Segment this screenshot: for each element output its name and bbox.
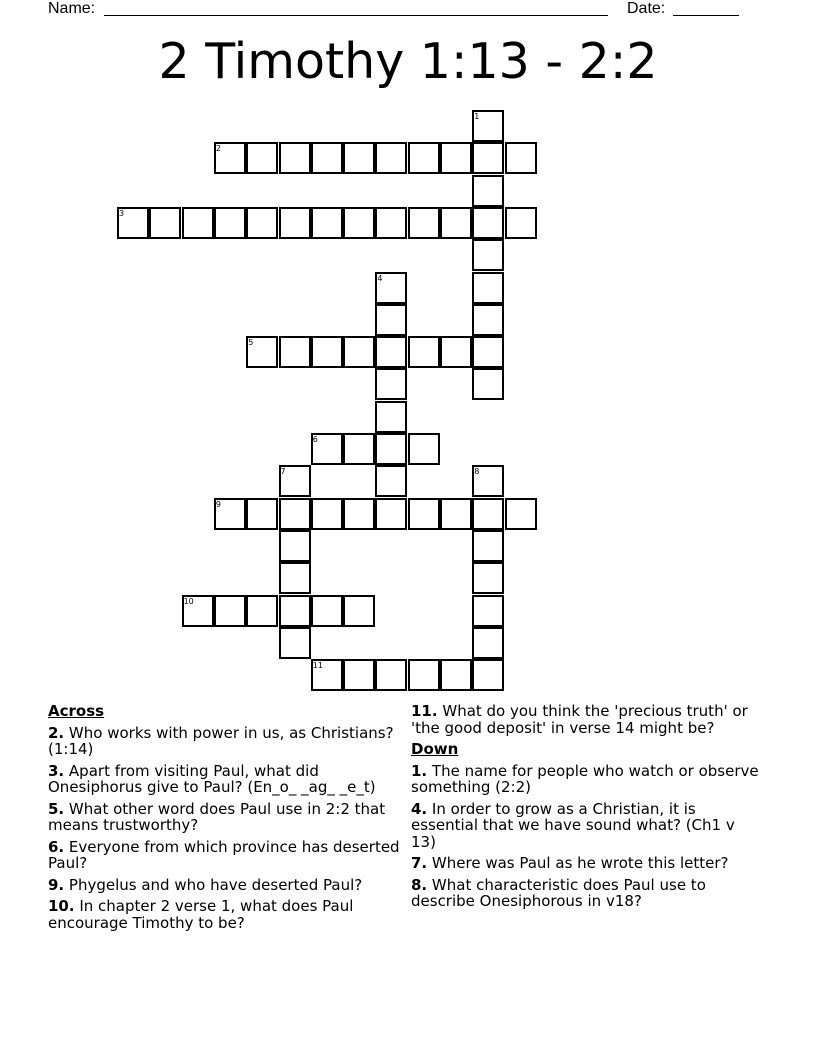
grid-cell[interactable] [472, 562, 504, 594]
grid-cell[interactable] [505, 498, 537, 530]
across-clue [48, 898, 404, 931]
grid-cell[interactable] [408, 142, 440, 174]
clue-text: Everyone from which province has deserted Paul? [48, 837, 400, 872]
grid-cell[interactable] [472, 110, 504, 142]
grid-cell[interactable] [279, 627, 311, 659]
across-clue [48, 801, 404, 834]
clue-text: The name for people who watch or observe something (2:2) [411, 761, 759, 796]
grid-cell[interactable] [375, 207, 407, 239]
grid-cell[interactable] [246, 595, 278, 627]
clue-number-label: 7 [280, 467, 286, 477]
grid-cell[interactable] [311, 142, 343, 174]
grid-cell[interactable] [343, 595, 375, 627]
grid-cell[interactable] [408, 659, 440, 691]
grid-cell[interactable] [408, 336, 440, 368]
clue-number-label: 1 [474, 112, 480, 121]
grid-cell[interactable] [472, 304, 504, 336]
grid-cell[interactable] [279, 595, 311, 627]
clue-text: What do you think the 'precious truth' or 'the good deposit' in verse 14 might be? [411, 702, 748, 737]
down-clue [411, 877, 763, 910]
clue-number-label: 3 [119, 208, 125, 218]
grid-cell[interactable] [343, 336, 375, 368]
across-clue [48, 877, 404, 894]
clue-number: 2. [48, 723, 65, 742]
grid-cell[interactable] [311, 433, 343, 465]
clue-number: 1. [411, 761, 428, 780]
grid-cell[interactable] [440, 207, 472, 239]
grid-cell[interactable] [311, 659, 343, 691]
grid-cell[interactable] [214, 207, 246, 239]
clue-text: Where was Paul as he wrote this letter? [431, 854, 729, 872]
name-label: Name: [48, 0, 96, 17]
grid-cell[interactable] [408, 207, 440, 239]
grid-cell[interactable] [311, 595, 343, 627]
grid-cell[interactable] [246, 336, 278, 368]
grid-cell[interactable] [375, 659, 407, 691]
grid-cell[interactable] [505, 142, 537, 174]
grid-cell[interactable] [343, 142, 375, 174]
grid-cell[interactable] [472, 595, 504, 627]
grid-cell[interactable] [440, 142, 472, 174]
grid-cell[interactable] [279, 336, 311, 368]
grid-cell[interactable] [182, 207, 214, 239]
clue-number: 10. [48, 897, 75, 915]
page-title: 2 Timothy 1:13 - 2:2 [158, 33, 658, 90]
grid-cell[interactable] [343, 433, 375, 465]
clue-number: 4. [411, 799, 428, 818]
down-heading: Down [411, 740, 459, 758]
clue-number: 6. [48, 837, 65, 856]
clue-number: 5. [48, 799, 65, 818]
clue-number-label: 4 [377, 273, 383, 283]
clue-number-label: 8 [474, 467, 480, 477]
grid-cell[interactable] [472, 498, 504, 530]
clue-text: In chapter 2 verse 1, what does Paul encourage Timothy to be? [48, 897, 354, 932]
grid-cell[interactable] [375, 465, 407, 497]
grid-cell[interactable] [279, 562, 311, 594]
grid-cell[interactable] [246, 498, 278, 530]
grid-cell[interactable] [343, 498, 375, 530]
grid-cell[interactable] [472, 530, 504, 562]
down-clue [411, 763, 763, 796]
grid-cell[interactable] [472, 659, 504, 691]
clue-number-label: 9 [215, 499, 221, 509]
grid-cell[interactable] [375, 401, 407, 433]
grid-cell[interactable] [375, 336, 407, 368]
grid-cell[interactable] [279, 207, 311, 239]
grid-cell[interactable] [279, 498, 311, 530]
clue-text: Phygelus and who have deserted Paul? [68, 875, 363, 894]
grid-cell[interactable] [182, 595, 214, 627]
grid-cell[interactable] [408, 433, 440, 465]
clues-right-column [411, 703, 763, 915]
across-clue [48, 725, 404, 758]
date-label: Date: [627, 0, 666, 17]
across-clue [48, 763, 404, 796]
clue-number-label: 10 [183, 596, 194, 606]
across-clue [48, 839, 404, 872]
name-field[interactable] [104, 15, 608, 16]
grid-cell[interactable] [472, 368, 504, 400]
grid-cell[interactable] [472, 336, 504, 368]
grid-cell[interactable] [311, 207, 343, 239]
grid-cell[interactable] [246, 142, 278, 174]
grid-cell[interactable] [408, 498, 440, 530]
clue-number: 7. [411, 854, 428, 872]
grid-cell[interactable] [311, 336, 343, 368]
clues-left-column [48, 703, 404, 936]
grid-cell[interactable] [375, 498, 407, 530]
clue-text: In order to grow as a Christian, it is essential that we have sound what? (Ch1 v 13) [411, 799, 735, 851]
clue-number-label: 11 [312, 661, 323, 671]
across-clue [411, 703, 763, 736]
grid-cell[interactable] [311, 498, 343, 530]
grid-cell[interactable] [472, 207, 504, 239]
clue-number: 11. [411, 702, 438, 720]
grid-cell[interactable] [472, 272, 504, 304]
grid-cell[interactable] [505, 207, 537, 239]
grid-cell[interactable] [375, 142, 407, 174]
clue-number-label: 2 [215, 144, 221, 154]
grid-cell[interactable] [472, 465, 504, 497]
clue-number: 8. [411, 875, 428, 894]
clue-number: 3. [48, 761, 65, 780]
grid-cell[interactable] [375, 368, 407, 400]
grid-cell[interactable] [214, 498, 246, 530]
grid-cell[interactable] [279, 530, 311, 562]
clue-text: Who works with power in us, as Christians? (1:14) [48, 723, 394, 758]
grid-cell[interactable] [343, 659, 375, 691]
grid-cell[interactable] [343, 207, 375, 239]
grid-cell[interactable] [375, 433, 407, 465]
across-heading: Across [48, 702, 105, 720]
clue-text: What other word does Paul use in 2:2 that means trustworthy? [48, 799, 386, 834]
grid-cell[interactable] [440, 336, 472, 368]
grid-cell[interactable] [472, 142, 504, 174]
down-clue [411, 855, 763, 872]
date-field[interactable] [673, 15, 739, 16]
clue-number: 9. [48, 875, 65, 894]
grid-cell[interactable] [375, 272, 407, 304]
grid-cell[interactable] [472, 239, 504, 271]
clue-text: What characteristic does Paul use to describe Onesiphorous in v18? [411, 875, 706, 910]
grid-cell[interactable] [246, 207, 278, 239]
clue-text: Apart from visiting Paul, what did Onesiphorus give to Paul? (En_o_ _ag_ _e_t) [48, 761, 376, 796]
grid-cell[interactable] [279, 465, 311, 497]
grid-cell[interactable] [149, 207, 181, 239]
clue-number-label: 6 [312, 435, 318, 444]
down-clue [411, 801, 763, 851]
grid-cell[interactable] [472, 175, 504, 207]
grid-cell[interactable] [214, 595, 246, 627]
grid-cell[interactable] [279, 142, 311, 174]
grid-cell[interactable] [214, 142, 246, 174]
grid-cell[interactable] [440, 659, 472, 691]
grid-cell[interactable] [117, 207, 149, 239]
clue-number-label: 5 [248, 338, 254, 348]
grid-cell[interactable] [472, 627, 504, 659]
grid-cell[interactable] [375, 304, 407, 336]
grid-cell[interactable] [440, 498, 472, 530]
